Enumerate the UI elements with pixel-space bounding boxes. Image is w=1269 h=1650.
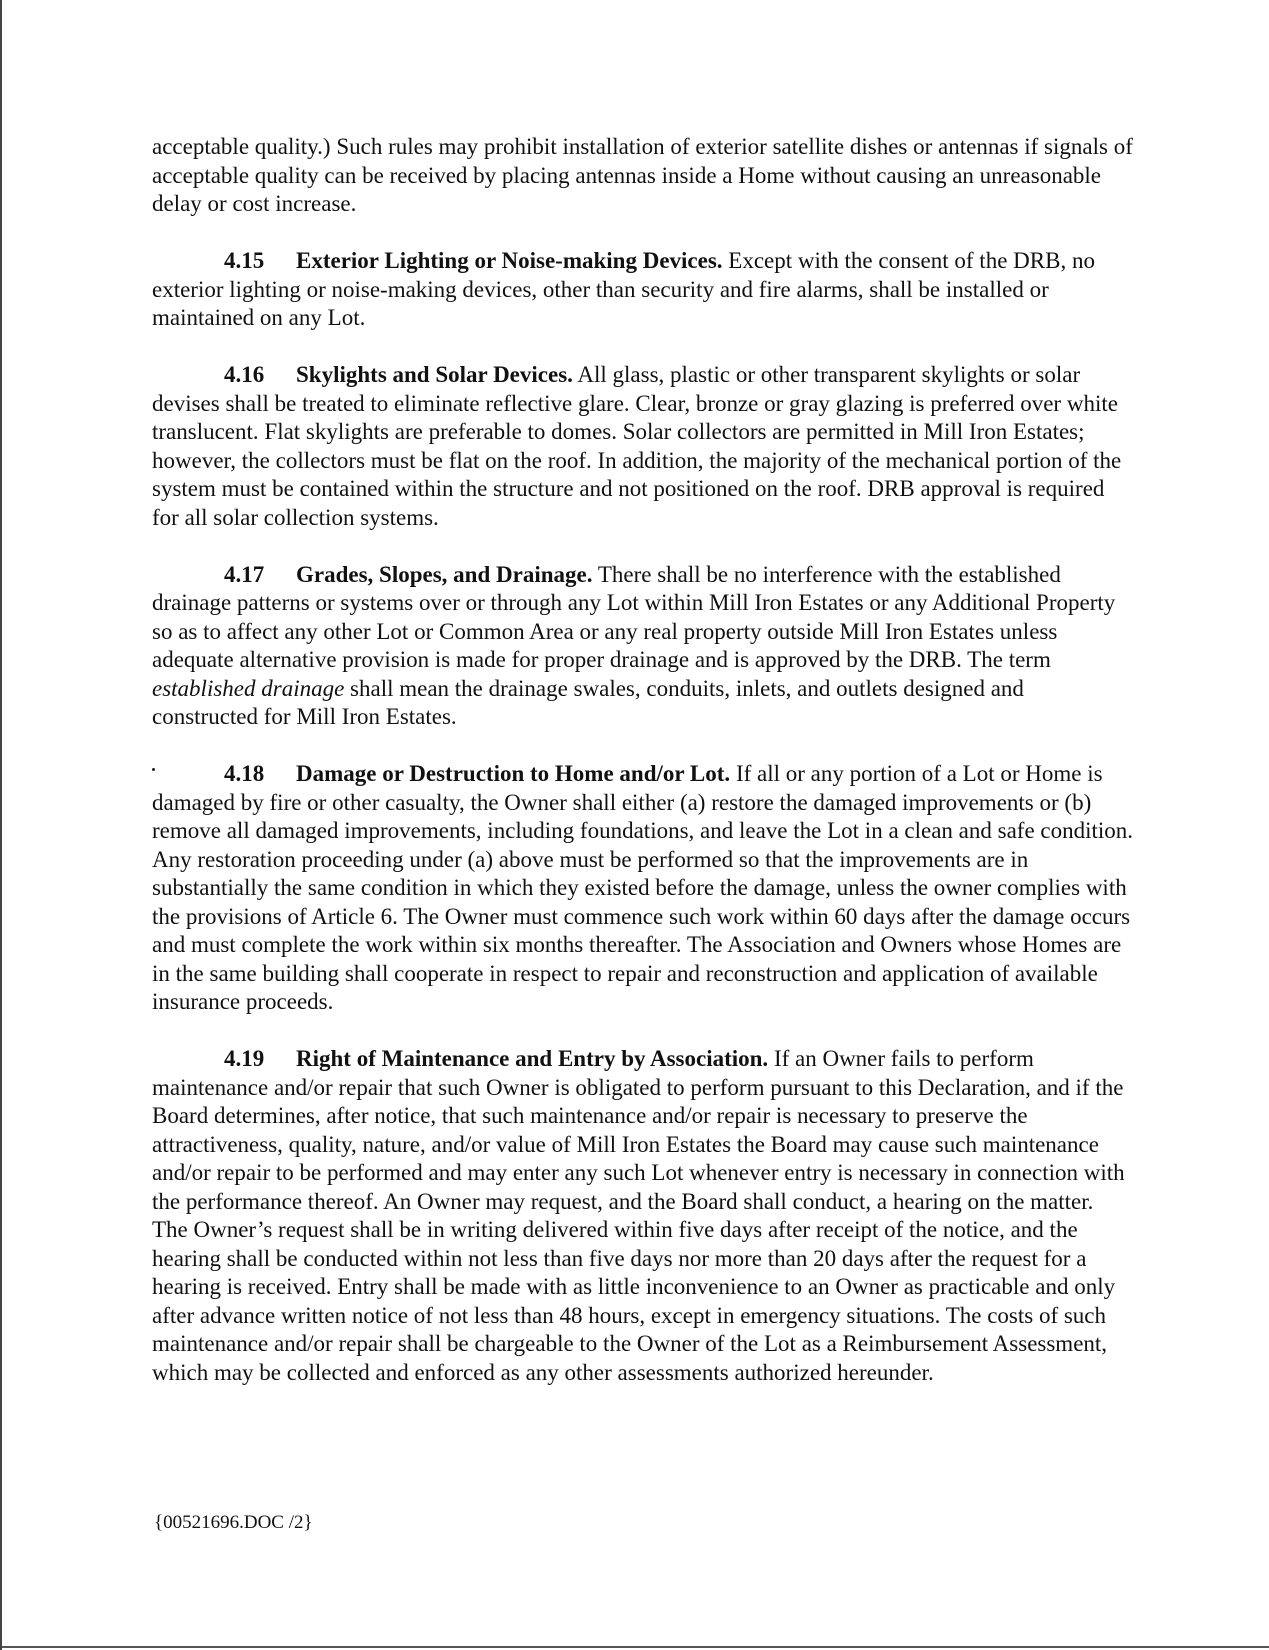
section-number: 4.17 <box>224 561 265 587</box>
section-title: Exterior Lighting or Noise-making Devices. <box>296 248 723 273</box>
section-number: 4.15 <box>224 248 265 273</box>
section-number: 4.16 <box>224 362 265 387</box>
document-footer: {00521696.DOC /2} <box>154 1512 313 1533</box>
section-number: 4.18 <box>224 761 265 786</box>
section-body-part2: shall mean the drainage swales, conduits, inlets, and outlets designed and constructed for Mill Iron Estates. <box>152 675 1024 729</box>
section-title: Damage or Destruction to Home and/or Lot. <box>296 761 731 786</box>
section-4-16 <box>152 361 1134 532</box>
section-title: Grades, Slopes, and Drainage. <box>296 561 593 587</box>
defined-term: established drainage <box>152 675 345 701</box>
section-body: If all or any portion of a Lot or Home is damaged by fire or other casualty, the Owner shall either (a) restore the damaged improvements or (b) remove all damaged improvements, including foundations, and leave the Lot in a clean and safe condition. Any restoration proceeding under (a) above must be performed so that the improvements are in substantially the same condition in which they existed before the damage, unless the owner complies with the provisions of Article 6. The Owner must commence such work within 60 days after the damage occurs and must complete the work within six months thereafter. The Association and Owners whose Homes are in the same building shall cooperate in respect to repair and reconstruction and application of available insurance proceeds. <box>152 761 1134 1014</box>
intro-text: acceptable quality.) Such rules may prohibit installation of exterior satellite dishes or antennas if signals of acceptable quality can be received by placing antennas inside a Home without causing an unreasonable delay or cost increase. <box>152 134 1133 216</box>
section-4-17 <box>152 561 1134 732</box>
section-4-15 <box>152 247 1134 333</box>
section-4-19 <box>152 1045 1134 1387</box>
section-body: All glass, plastic or other transparent skylights or solar devises shall be treated to eliminate reflective glare. Clear, bronze or gray glazing is preferred over white translucent. Flat skylights are preferable to domes. Solar collectors are permitted in Mill Iron Estates; however, the collectors must be flat on the roof. In addition, the majority of the mechanical portion of the system must be contained within the structure and not positioned on the roof. DRB approval is required for all solar collection systems. <box>152 362 1122 530</box>
section-title: Skylights and Solar Devices. <box>296 362 573 387</box>
stray-mark <box>152 768 155 771</box>
section-4-18 <box>152 760 1134 1017</box>
document-body <box>152 133 1134 1416</box>
section-body: If an Owner fails to perform maintenance and/or repair that such Owner is obligated to perform pursuant to this Declaration, and if the Board determines, after notice, that such maintenance and/or repair is necessary to preserve the attractiveness, quality, nature, and/or value of Mill Iron Estates the Board may cause such maintenance and/or repair to be performed and may enter any such Lot whenever entry is necessary in connection with the performance thereof. An Owner may request, and the Board shall conduct, a hearing on the matter. The Owner’s request shall be in writing delivered within five days after receipt of the notice, and the hearing shall be conducted within not less than five days nor more than 20 days after the request for a hearing is received. Entry shall be made with as little inconvenience to an Owner as practicable and only after advance written notice of not less than 48 hours, except in emergency situations. The costs of such maintenance and/or repair shall be chargeable to the Owner of the Lot as a Reimbursement Assessment, which may be collected and enforced as any other assessments authorized hereunder. <box>152 1046 1125 1385</box>
page-bottom-edge <box>2 1646 1269 1648</box>
section-body-part1: There shall be no interference with the established drainage patterns or systems over or through any Lot within Mill Iron Estates or any Additional Property so as to affect any other Lot or Common Area or any real property outside Mill Iron Estates unless adequate alternative provision is made for proper drainage and is approved by the DRB. The term <box>152 561 1116 672</box>
intro-paragraph <box>152 133 1134 219</box>
section-body: Except with the consent of the DRB, no exterior lighting or noise-making devices, other than security and fire alarms, shall be installed or maintained on any Lot. <box>152 248 1095 330</box>
section-title: Right of Maintenance and Entry by Association. <box>296 1046 769 1071</box>
section-number: 4.19 <box>224 1046 265 1071</box>
